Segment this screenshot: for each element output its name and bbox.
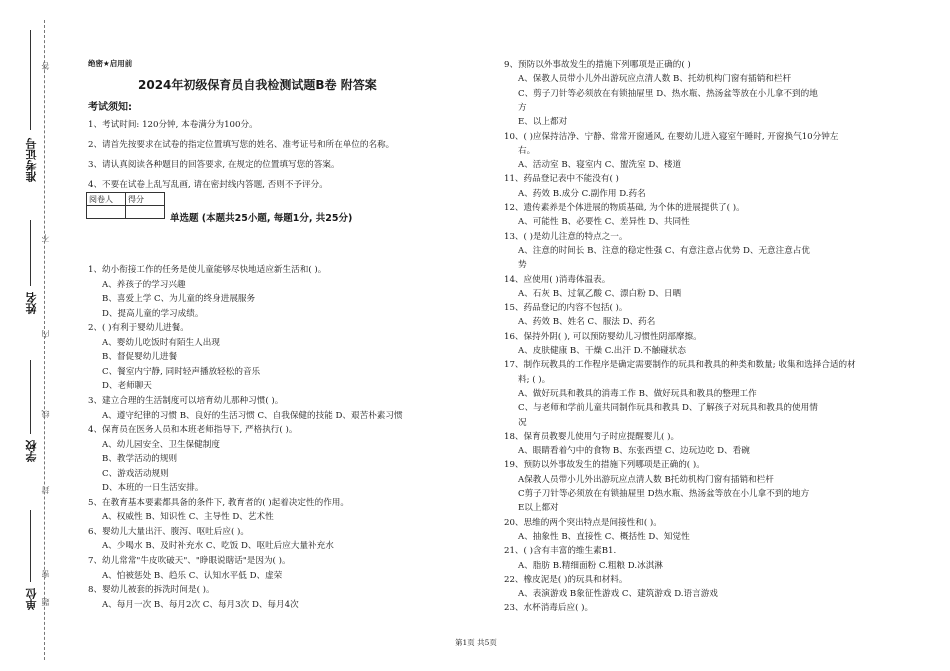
unit-blank[interactable] xyxy=(30,510,31,582)
answer-option[interactable]: A、养孩子的学习兴趣 xyxy=(102,279,186,290)
question-text: 23、水杯消毒后应( )。 xyxy=(504,603,594,614)
answer-option[interactable]: C、餐室内宁静, 同时轻声播放轻松的音乐 xyxy=(102,366,261,377)
answer-option[interactable]: A、活动室 B、寝室内 C、盥洗室 D、楼道 xyxy=(518,160,682,171)
answer-option[interactable]: 右。 xyxy=(518,145,536,156)
answer-option[interactable]: A、石灰 B、过氧乙酸 C、漂白粉 D、日晒 xyxy=(518,288,682,299)
answer-option[interactable]: C、与老师和学前儿童共同制作玩具和教具 D、了解孩子对玩具和教具的使用情 xyxy=(518,403,818,414)
answer-option[interactable]: 况 xyxy=(518,417,527,428)
answer-option[interactable]: C、剪子刀针等必须放在有锁抽屉里 D、热水瓶、热汤盆等放在小儿拿不到的地 xyxy=(518,88,818,99)
question-text: 16、保持外阴( ), 可以预防婴幼儿习惯性阴部摩擦。 xyxy=(504,331,702,342)
answer-option[interactable]: A、表演游戏 B象征性游戏 C、建筑游戏 D.语言游戏 xyxy=(518,589,718,600)
question-text: 17、制作玩教具的工作程序是确定需要制作的玩具和教具的种类和数量; 收集和选择合适的材 xyxy=(504,360,856,371)
answer-option[interactable]: A、遵守纪律的习惯 B、良好的生活习惯 C、自我保健的技能 D、艰苦朴素习惯 xyxy=(102,410,403,421)
answer-option[interactable]: A、药效 B、姓名 C、服法 D、药名 xyxy=(518,317,656,328)
answer-option[interactable]: B、喜爱上学 C、为儿童的终身进展服务 xyxy=(102,294,256,305)
answer-option[interactable]: A、皮肤健康 B、干燥 C.出汗 D.不触碰状态 xyxy=(518,346,686,356)
seal-text: 题 xyxy=(41,598,50,606)
answer-option[interactable]: A保教人员带小儿外出游玩应点清人数 B托幼机构门窗有插销和栏杆 xyxy=(518,474,774,485)
section-title: 单选题 (本题共25小题, 每题1分, 共25分) xyxy=(170,213,353,224)
answer-option[interactable]: 势 xyxy=(518,260,527,271)
answer-option[interactable]: A、权威性 B、知识性 C、主导性 D、艺术性 xyxy=(102,512,274,523)
question-text: 22、橡皮泥是( )的玩具和材料。 xyxy=(504,574,628,585)
answer-option[interactable]: A、婴幼儿吃饭时有陌生人出现 xyxy=(102,337,220,348)
answer-option[interactable]: A、注意的时间长 B、注意的稳定性强 C、有意注意占优势 D、无意注意占优 xyxy=(518,245,810,256)
answer-option[interactable]: D、本班的一日生活安排。 xyxy=(102,483,204,494)
exam-number-blank[interactable] xyxy=(30,30,31,130)
page-number: 第1页 共5页 xyxy=(455,638,497,647)
answer-option[interactable]: B、教学活动的规则 xyxy=(102,454,178,465)
notice-item: 4、不要在试卷上乱写乱画, 请在密封线内答题, 否则不予评分。 xyxy=(88,180,328,190)
question-text: 15、药品登记的内容不包括( )。 xyxy=(504,303,628,314)
answer-option[interactable]: E、以上都对 xyxy=(518,117,568,128)
answer-option[interactable]: A、幼儿园安全、卫生保健制度 xyxy=(102,439,220,450)
seal-text: 线 xyxy=(41,410,50,418)
seal-text: 内 xyxy=(41,330,50,338)
answer-option[interactable]: A、做好玩具和教具的消毒工作 B、做好玩具和教具的整理工作 xyxy=(518,388,757,399)
question-text: 2、( )有利于婴幼儿进餐。 xyxy=(88,323,189,334)
question-text: 14、应使用( )消毒体温表。 xyxy=(504,274,611,285)
question-text: 10、( )应保持洁净、宁静、常常开窗通风, 在婴幼儿进入寝室午睡时, 开窗换气10分钟左 xyxy=(504,131,839,142)
answer-option[interactable]: C剪子刀针等必须放在有锁抽屉里 D热水瓶、热汤盆等放在小儿拿不到的地方 xyxy=(518,489,810,499)
answer-option[interactable]: D、提高儿童的学习成绩。 xyxy=(102,308,204,319)
answer-option[interactable]: A、药效 B.成分 C.副作用 D.药名 xyxy=(518,188,646,199)
question-text: 18、保育员教婴儿使用勺子时应提醒婴儿( )。 xyxy=(504,431,680,442)
question-text: 3、建立合理的生活制度可以培育幼儿那种习惯( )。 xyxy=(88,395,284,406)
question-text: 19、预防以外事故发生的措施下列哪项是正确的( )。 xyxy=(504,460,705,471)
question-text: 9、预防以外事故发生的措施下列哪项是正确的( ) xyxy=(504,60,691,70)
question-text: 5、在教育基本要素都具备的条件下, 教育者的( )起着决定性的作用。 xyxy=(88,497,349,508)
answer-option[interactable]: A、眼睛看着勺中的食物 B、东张西望 C、边玩边吃 D、看碗 xyxy=(518,446,750,457)
question-text: 21、( )含有丰富的维生素B1. xyxy=(504,546,617,557)
score-cell[interactable] xyxy=(126,206,165,219)
question-text: 11、药品登记表中不能没有( ) xyxy=(504,174,619,185)
page-title: 2024年初级保育员自我检测试题B卷 附答案 xyxy=(138,78,377,92)
question-text: 20、思维的两个突出特点是间接性和( )。 xyxy=(504,517,662,528)
margin-label-name: 姓名 xyxy=(25,292,38,314)
question-text: 13、( )是幼儿注意的特点之一。 xyxy=(504,231,628,242)
seal-text: 不 xyxy=(41,234,50,242)
question-text: 1、幼小衔接工作的任务是使儿童能够尽快地适应新生活和( )。 xyxy=(88,265,327,275)
school-blank[interactable] xyxy=(30,360,31,434)
question-text: 12、遗传素养是个体进展的物质基础, 为个体的进展提供了( )。 xyxy=(504,203,745,213)
question-text: 8、婴幼儿被套的拆洗时间是( )。 xyxy=(88,585,215,596)
margin-label-unit: 单位 xyxy=(25,588,38,610)
seal-text: 答 xyxy=(41,62,50,70)
answer-option[interactable]: A、可能性 B、必要性 C、差异性 D、共同性 xyxy=(518,217,690,228)
notice-item: 3、请认真阅读各种题目的回答要求, 在规定的位置填写您的答案。 xyxy=(88,160,340,170)
answer-option[interactable]: A、抽象性 B、直接性 C、概括性 D、知觉性 xyxy=(518,531,690,542)
answer-option[interactable]: A、保教人员带小儿外出游玩应点清人数 B、托幼机构门窗有插销和栏杆 xyxy=(518,74,792,85)
grader-header: 阅卷人 xyxy=(87,193,126,206)
margin-label-exam-number: 准考证号 xyxy=(25,138,38,182)
question-text: 6、婴幼儿大量出汗、腹泻、呕吐后应( )。 xyxy=(88,526,249,537)
answer-option[interactable]: A、脂肪 B.精细面粉 C.粗粮 D.冰淇淋 xyxy=(518,560,663,571)
secret-label: 绝密★启用前 xyxy=(88,59,133,68)
seal-text: 封 xyxy=(41,486,50,494)
notice-heading: 考试须知: xyxy=(88,102,132,113)
grader-cell[interactable] xyxy=(87,206,126,219)
score-header: 得分 xyxy=(126,193,165,206)
score-table xyxy=(86,192,165,219)
answer-option[interactable]: B、督促婴幼儿进餐 xyxy=(102,352,178,363)
answer-option[interactable]: E以上都对 xyxy=(518,503,559,514)
notice-item: 1、考试时间: 120分钟, 本卷满分为100分。 xyxy=(88,120,258,130)
question-text: 7、幼儿常常"牛皮吹破天"、"睁眼说瞎话"是因为( )。 xyxy=(88,556,291,566)
answer-option[interactable]: 方 xyxy=(518,102,527,113)
margin-label-school: 学校 xyxy=(25,440,38,462)
seal-text: 密 xyxy=(41,570,50,578)
seal-line xyxy=(44,20,45,660)
answer-option[interactable]: A、少喝水 B、及时补充水 C、吃饭 D、呕吐后应大量补充水 xyxy=(102,541,334,552)
question-text: 4、保育员在医务人员和本班老师指导下, 严格执行( )。 xyxy=(88,425,298,436)
name-blank[interactable] xyxy=(30,220,31,286)
answer-option[interactable]: D、老师聊天 xyxy=(102,381,152,392)
notice-item: 2、请首先按要求在试卷的指定位置填写您的姓名、准考证号和所在单位的名称。 xyxy=(88,140,395,150)
answer-option[interactable]: A、怕被惩处 B、趋乐 C、认知水平低 D、虚荣 xyxy=(102,570,283,581)
answer-option[interactable]: C、游戏活动规则 xyxy=(102,468,169,479)
answer-option[interactable]: A、每月一次 B、每月2次 C、每月3次 D、每月4次 xyxy=(102,599,299,610)
answer-option[interactable]: 料; ( )。 xyxy=(518,374,551,385)
